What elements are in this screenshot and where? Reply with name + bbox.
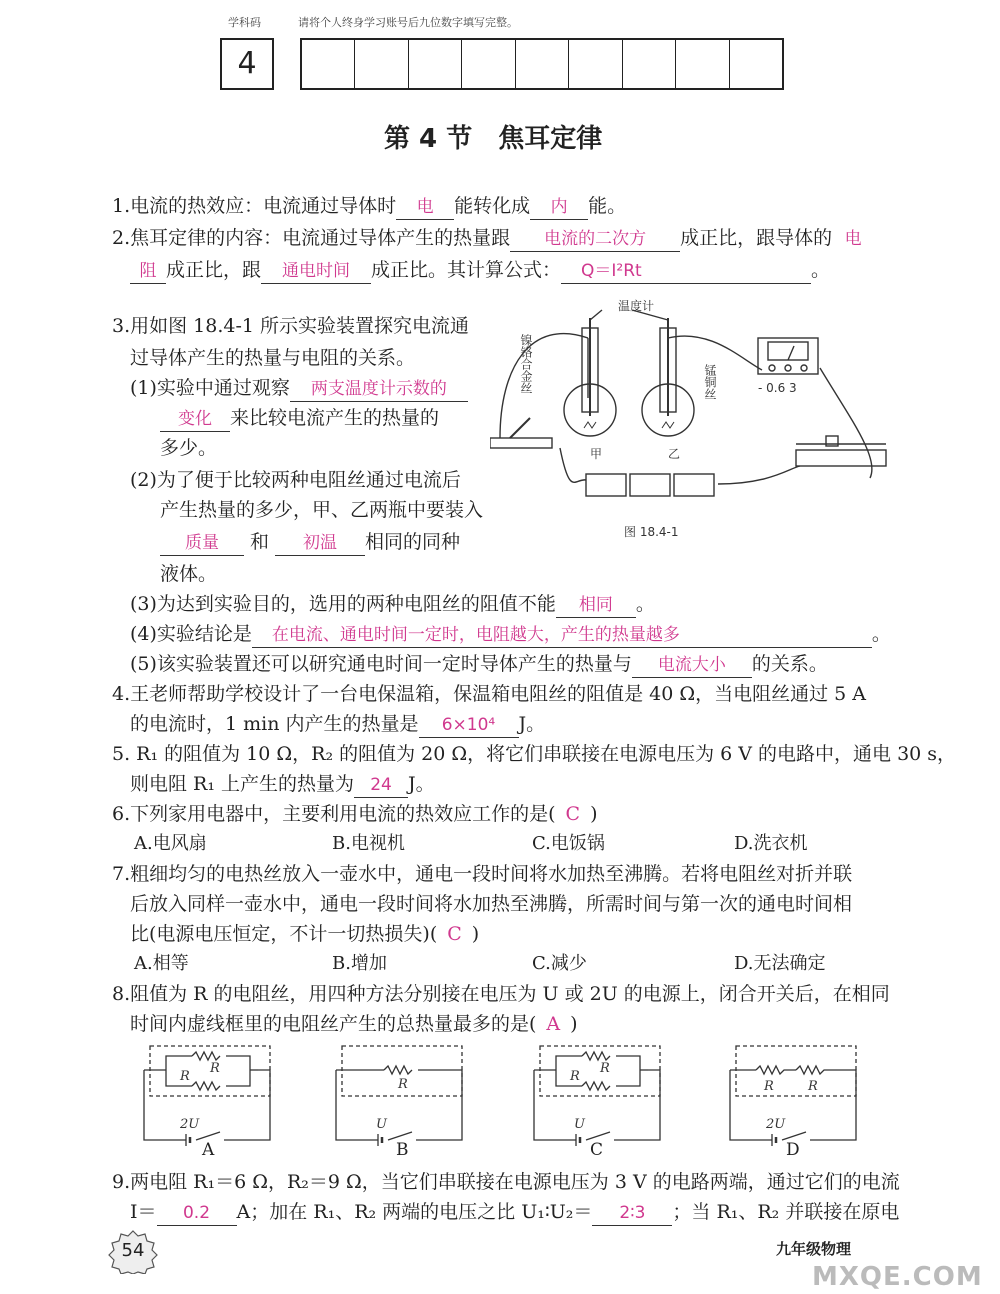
question-5-line2: 则电阻 R₁ 上产生的热量为 24 J。: [130, 770, 435, 798]
question-2-line2: 阻 成正比，跟 通电时间 成正比。其计算公式： Q＝I²Rt 。: [130, 256, 830, 284]
question-4-line1: 4.王老师帮助学校设计了一台电保温箱，保温箱电阻丝的阻值是 40 Ω，当电阻丝通过 5 A: [112, 683, 867, 705]
q7-option-b: B.增加: [332, 953, 387, 974]
answer-2a: 电流的二次方: [510, 227, 680, 252]
resistor: [756, 1066, 790, 1074]
label-voltage: 2U: [766, 1117, 786, 1132]
header-instruction: 请将个人终身学习账号后九位数字填写完整。: [298, 16, 518, 29]
answer-9b: 2∶3: [592, 1201, 672, 1226]
question-3-1-cont: 变化 来比较电流产生的热量的: [160, 404, 439, 432]
label-jia: 甲: [590, 447, 603, 461]
experiment-figure: [490, 298, 890, 548]
label-yi: 乙: [668, 447, 681, 461]
circuit-a-label: A: [202, 1140, 215, 1160]
question-1: 1.电流的热效应：电流通过导体时 电 能转化成 内 能。: [112, 192, 626, 220]
digit-box[interactable]: [569, 40, 622, 88]
account-digit-boxes[interactable]: [300, 38, 784, 90]
label-voltage: U: [574, 1117, 585, 1132]
question-6: 6.下列家用电器中，主要利用电流的热效应工作的是( C ): [112, 803, 598, 825]
question-9-line2: I＝ 0.2 A；加在 R₁、R₂ 两端的电压之比 U₁∶U₂＝ 2∶3 ；当 R₁、R₂ 并联接在原电: [130, 1198, 899, 1226]
dashed-box: [736, 1046, 856, 1096]
question-2-line1: 2.焦耳定律的内容：电流通过导体产生的热量跟 电流的二次方 成正比，跟导体的 电: [112, 224, 874, 252]
answer-2c: 通电时间: [261, 259, 371, 284]
battery: [586, 474, 626, 496]
answer-3-2b: 初温: [275, 531, 365, 556]
label-r2: R: [808, 1079, 818, 1094]
q7-option-a: A.相等: [134, 953, 189, 974]
question-9-line1: 9.两电阻 R₁＝6 Ω，R₂＝9 Ω，当它们串联接在电源电压为 3 V 的电路两端，通过它们的电流: [112, 1171, 900, 1193]
label-right-wire: 锰铜丝: [703, 364, 717, 400]
resistor: [384, 1066, 412, 1074]
switch: [490, 438, 552, 448]
question-3-3: (3)为达到实验目的，选用的两种电阻丝的阻值不能 相同 。: [130, 590, 655, 618]
question-8-line2: 时间内虚线框里的电阻丝产生的总热量最多的是( A ): [130, 1013, 578, 1035]
question-3-2-line1: (2)为了便于比较两种电阻丝通过电流后: [130, 469, 461, 491]
answer-9a: 0.2: [157, 1201, 237, 1226]
q7-option-d: D.无法确定: [734, 953, 826, 974]
resistor: [582, 1082, 610, 1090]
question-7-line1: 7.粗细均匀的电热丝放入一壶水中，通电一段时间将水加热至沸腾。若将电阻丝对折并联: [112, 863, 853, 885]
q6-option-b: B.电视机: [332, 833, 405, 854]
answer-8: A: [546, 1013, 561, 1035]
label-left-wire: 镍铬合金丝: [519, 334, 533, 394]
question-7-line2: 后放入同样一壶水中，通电一段时间将水加热至沸腾，所需时间与第一次的通电时间相: [130, 893, 853, 915]
label-r1: R: [600, 1061, 610, 1076]
question-8-line1: 8.阻值为 R 的电阻丝，用四种方法分别接在电压为 U 或 2U 的电源上，闭合开关后，在相同: [112, 983, 890, 1005]
wire: [560, 448, 586, 482]
resistor: [796, 1066, 830, 1074]
answer-3-5: 电流大小: [632, 653, 752, 678]
wire: [820, 368, 872, 478]
label-r1: R: [210, 1061, 220, 1076]
label-meter-scale: - 0.6 3: [758, 381, 797, 395]
label-voltage: 2U: [180, 1117, 200, 1132]
question-3-1: (1)实验中通过观察 两支温度计示数的: [130, 374, 468, 402]
label-r2: R: [570, 1069, 580, 1084]
label-thermometer: 温度计: [618, 299, 655, 313]
question-3-2-line3: 质量 和 初温 相同的同种: [160, 528, 460, 556]
answer-1a: 电: [396, 195, 454, 220]
wire: [718, 466, 800, 484]
battery: [630, 474, 670, 496]
ammeter: [758, 338, 818, 374]
question-3-1-end: 多少。: [160, 437, 218, 459]
question-4-line2: 的电流时，1 min 内产生的热量是 6×10⁴ J。: [130, 710, 545, 738]
battery: [674, 474, 714, 496]
label-r2: R: [180, 1069, 190, 1084]
resistor: [192, 1082, 220, 1090]
question-3-2-end: 液体。: [160, 563, 218, 585]
digit-box[interactable]: [302, 40, 355, 88]
digit-box[interactable]: [623, 40, 676, 88]
wire: [500, 334, 588, 438]
rheostat: [796, 450, 886, 466]
question-3-line2: 过导体产生的热量与电阻的关系。: [130, 347, 416, 369]
answer-4: 6×10⁴: [419, 713, 519, 738]
question-7-line3: 比(电源电压恒定，不计一切热损失)( C ): [130, 923, 480, 945]
label-r1: R: [764, 1079, 774, 1094]
answer-3-1a: 两支温度计示数的: [290, 377, 468, 402]
q6-option-c: C.电饭锅: [532, 833, 605, 854]
header-label: 学科码: [228, 16, 261, 29]
question-3-2-line2: 产生热量的多少，甲、乙两瓶中要装入: [160, 499, 484, 521]
q7-option-c: C.减少: [532, 953, 587, 974]
circuit-b-label: B: [396, 1140, 409, 1160]
subject-code-box: [220, 38, 274, 90]
q6-option-a: A.电风扇: [134, 833, 207, 854]
digit-box[interactable]: [516, 40, 569, 88]
grade-label: 九年级物理: [776, 1240, 852, 1258]
answer-6: C: [565, 803, 581, 825]
label-r1: R: [398, 1077, 408, 1092]
question-3-line1: 3.用如图 18.4-1 所示实验装置探究电流通: [112, 315, 470, 337]
digit-box[interactable]: [462, 40, 515, 88]
resistor: [582, 1052, 610, 1060]
q6-option-d: D.洗衣机: [734, 833, 808, 854]
digit-box[interactable]: [730, 40, 782, 88]
section-title: 第 4 节 焦耳定律: [384, 124, 603, 154]
answer-2b-part1: 电: [844, 229, 862, 249]
page-number: 54: [121, 1240, 145, 1261]
answer-3-2a: 质量: [160, 531, 244, 556]
label-voltage: U: [376, 1117, 387, 1132]
answer-5: 24: [354, 773, 408, 798]
circuit-d-label: D: [786, 1140, 800, 1160]
question-5-line1: 5. R₁ 的阻值为 10 Ω，R₂ 的阻值为 20 Ω，将它们串联接在电源电压为 6 V 的电路中，通电 30 s，: [112, 743, 957, 765]
question-3-5: (5)该实验装置还可以研究通电时间一定时导体产生的热量与 电流大小 的关系。: [130, 650, 828, 678]
subject-code: 4: [237, 46, 257, 81]
figure-caption: 图 18.4-1: [624, 525, 679, 539]
answer-7: C: [447, 923, 462, 945]
digit-box[interactable]: [676, 40, 729, 88]
answer-2d: Q＝I²Rt: [561, 259, 811, 284]
answer-3-4: 在电流、通电时间一定时，电阻越大，产生的热量越多: [252, 623, 872, 648]
digit-box[interactable]: [355, 40, 408, 88]
answer-3-1b: 变化: [160, 407, 230, 432]
resistor: [192, 1052, 220, 1060]
answer-1b: 内: [530, 195, 588, 220]
page-number-badge: [106, 1228, 160, 1274]
watermark: MXQE.COM: [812, 1262, 983, 1292]
question-3-4: (4)实验结论是 在电流、通电时间一定时，电阻越大，产生的热量越多 。: [130, 620, 891, 648]
answer-3-3: 相同: [556, 593, 636, 618]
digit-box[interactable]: [409, 40, 462, 88]
circuit-c-label: C: [590, 1140, 604, 1160]
answer-2b-part2: 阻: [130, 259, 166, 284]
